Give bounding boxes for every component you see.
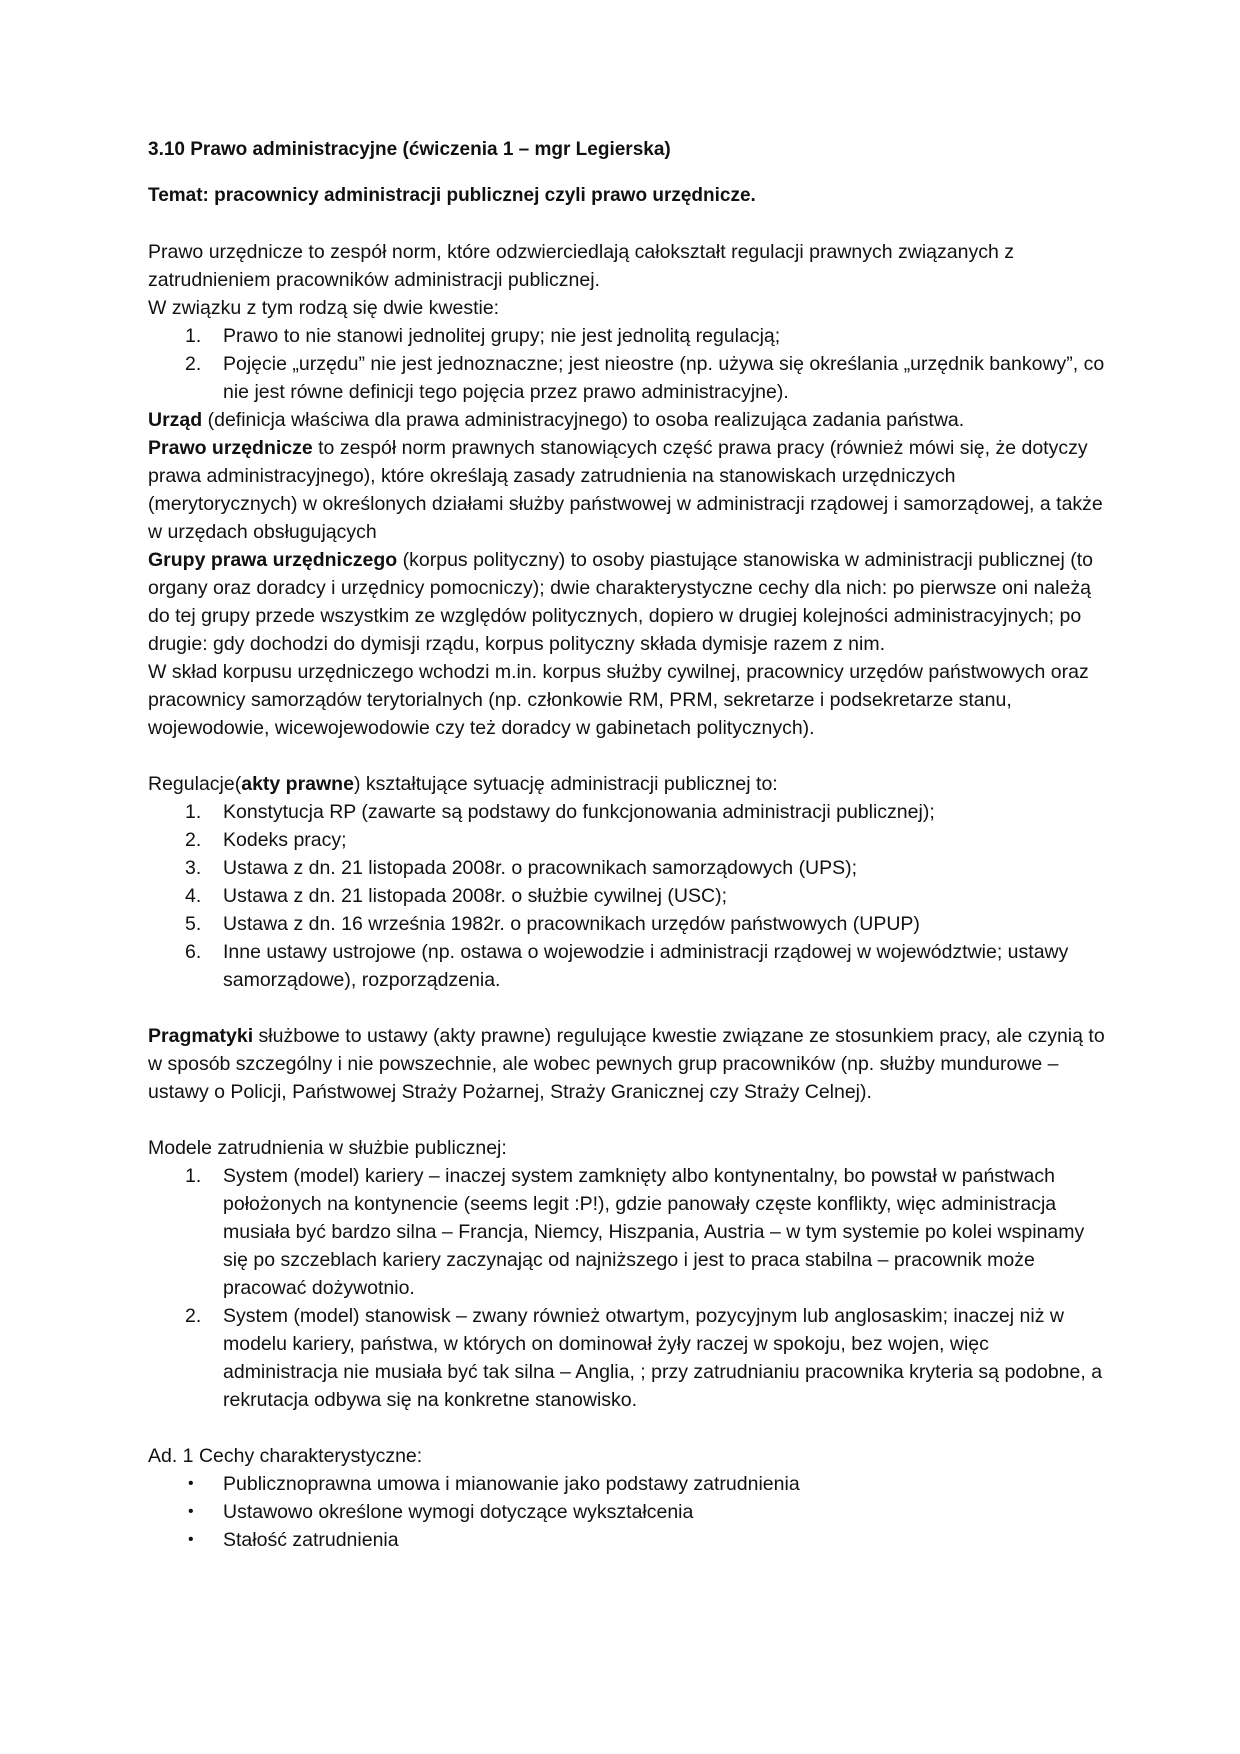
list-item bbox=[148, 826, 1108, 854]
intro-lead: W związku z tym rodzą się dwie kwestie: bbox=[148, 297, 500, 319]
urzad-definition bbox=[148, 406, 1108, 434]
prawo-urzednicze-definition bbox=[148, 434, 1108, 546]
bullet-icon: • bbox=[188, 1531, 194, 1548]
item-number: 6. bbox=[185, 941, 202, 963]
item-text: Prawo to nie stanowi jednolitej grupy; nie jest jednolitą regulacją; bbox=[223, 325, 781, 347]
regulations-list bbox=[148, 798, 1108, 994]
list-item bbox=[148, 350, 1108, 406]
item-number: 1. bbox=[185, 801, 202, 823]
item-number: 3. bbox=[185, 857, 202, 879]
pragmatyki-paragraph bbox=[148, 1022, 1108, 1106]
list-item bbox=[148, 938, 1108, 994]
regulations-lead bbox=[148, 770, 1108, 798]
item-text: Inne ustawy ustrojowe (np. ostawa o wojewodzie i administracji rządowej w województwie; ustawy samorządowe), rozporządzenia. bbox=[223, 941, 1069, 991]
regulations-lead-pre: Regulacje( bbox=[148, 773, 242, 795]
list-item bbox=[148, 1470, 1108, 1498]
item-text: Stałość zatrudnienia bbox=[223, 1529, 399, 1551]
features-list bbox=[148, 1470, 1108, 1554]
item-number: 1. bbox=[185, 325, 202, 347]
bullet-icon: • bbox=[188, 1503, 194, 1520]
regulations-lead-post: ) kształtujące sytuację administracji publicznej to: bbox=[353, 773, 778, 795]
document-topic: Temat: pracownicy administracji publicznej czyli prawo urzędnicze. bbox=[148, 185, 756, 206]
item-number: 1. bbox=[185, 1165, 202, 1187]
prawo-urzednicze-text: to zespół norm prawnych stanowiących część prawa pracy (również mówi się, że dotyczy prawa administracyjnego), które określają zasady zatrudnienia na stanowiskach urzędniczych (merytorycznych) w określonych działami służby państwowej w administracji rządowej i samorządowej, a także w urzędach obsługujących bbox=[148, 437, 1103, 543]
intro-paragraph: Prawo urzędnicze to zespół norm, które odzwierciedlają całokształt regulacji prawnych związanych z zatrudnieniem pracowników administracji publicznej. bbox=[148, 241, 1014, 291]
grupy-definition bbox=[148, 546, 1108, 658]
list-item bbox=[148, 882, 1108, 910]
item-number: 2. bbox=[185, 829, 202, 851]
list-item bbox=[148, 910, 1108, 938]
item-number: 2. bbox=[185, 353, 202, 375]
item-text: Ustawa z dn. 21 listopada 2008r. o służbie cywilnej (USC); bbox=[223, 885, 727, 907]
item-text: Kodeks pracy; bbox=[223, 829, 347, 851]
document-title: 3.10 Prawo administracyjne (ćwiczenia 1 – mgr Legierska) bbox=[148, 139, 671, 160]
item-text: Ustawa z dn. 21 listopada 2008r. o pracownikach samorządowych (UPS); bbox=[223, 857, 858, 879]
features-lead: Ad. 1 Cechy charakterystyczne: bbox=[148, 1445, 423, 1467]
regulations-term: akty prawne bbox=[241, 773, 354, 795]
item-number: 4. bbox=[185, 885, 202, 907]
grupy-text: (korpus polityczny) to osoby piastujące stanowiska w administracji publicznej (to organy oraz doradcy i urzędnicy pomocniczy); dwie charakterystyczne cechy dla nich: po pierwsze oni należą do tej grupy przede wszystkim ze względów politycznych, dopiero w drugiej kolejności administracyjnych; po drugie: gdy dochodzi do dymisji rządu, korpus polityczny składa dymisje razem z nim. bbox=[148, 549, 1094, 655]
grupy-term: Grupy prawa urzędniczego bbox=[148, 549, 398, 571]
list-item bbox=[148, 1302, 1108, 1414]
list-item bbox=[148, 1526, 1108, 1554]
list-item bbox=[148, 854, 1108, 882]
item-text: System (model) kariery – inaczej system zamknięty albo kontynentalny, bo powstał w państwach położonych na kontynencie (seems legit :P!), gdzie panowały częste konflikty, więc administracja musiała być bardzo silna – Francja, Niemcy, Hiszpania, Austria – w tym systemie po kolei wspinamy się po szczeblach kariery zaczynając od najniższego i jest to praca stabilna – pracownik może pracować dożywotnio. bbox=[223, 1165, 1085, 1299]
item-number: 2. bbox=[185, 1305, 202, 1327]
list-item bbox=[148, 1498, 1108, 1526]
item-text: Ustawowo określone wymogi dotyczące wykształcenia bbox=[223, 1501, 694, 1523]
pragmatyki-term: Pragmatyki bbox=[148, 1025, 254, 1047]
item-text: System (model) stanowisk – zwany również otwartym, pozycyjnym lub anglosaskim; inaczej niż w modelu kariery, państwa, w których on dominował żyły raczej w spokoju, bez wojen, więc administracja nie musiała być tak silna – Anglia, ; przy zatrudnianiu pracownika kryteria są podobne, a rekrutacja odbywa się na konkretne stanowisko. bbox=[223, 1305, 1103, 1411]
bullet-icon: • bbox=[188, 1475, 194, 1492]
item-text: Konstytucja RP (zawarte są podstawy do funkcjonowania administracji publicznej); bbox=[223, 801, 935, 823]
urzad-term: Urząd bbox=[148, 409, 203, 431]
korpus-paragraph: W skład korpusu urzędniczego wchodzi m.in. korpus służby cywilnej, pracownicy urzędów państwowych oraz pracownicy samorządów terytorialnych (np. członkowie RM, PRM, sekretarze i podsekretarze stanu, wojewodowie, wicewojewodowie czy też doradcy w gabinetach politycznych). bbox=[148, 661, 1089, 739]
item-text: Publicznoprawna umowa i mianowanie jako podstawy zatrudnienia bbox=[223, 1473, 800, 1495]
list-item bbox=[148, 1162, 1108, 1302]
item-text: Ustawa z dn. 16 września 1982r. o pracownikach urzędów państwowych (UPUP) bbox=[223, 913, 920, 935]
prawo-urzednicze-term: Prawo urzędnicze bbox=[148, 437, 313, 459]
list-item bbox=[148, 322, 1108, 350]
list-item bbox=[148, 798, 1108, 826]
models-list bbox=[148, 1162, 1108, 1414]
item-number: 5. bbox=[185, 913, 202, 935]
urzad-text: (definicja właściwa dla prawa administracyjnego) to osoba realizująca zadania państwa. bbox=[202, 409, 965, 431]
intro-list bbox=[148, 322, 1108, 406]
item-text: Pojęcie „urzędu” nie jest jednoznaczne; jest nieostre (np. używa się określania „urzędnik bankowy”, co nie jest równe definicji tego pojęcia przez prawo administracyjne). bbox=[223, 353, 1105, 403]
models-lead: Modele zatrudnienia w służbie publicznej: bbox=[148, 1137, 507, 1159]
pragmatyki-text: służbowe to ustawy (akty prawne) regulujące kwestie związane ze stosunkiem pracy, ale czynią to w sposób szczególny i nie powszechnie, ale wobec pewnych grup pracowników (np. służby mundurowe – ustawy o Policji, Państwowej Straży Pożarnej, Straży Granicznej czy Straży Celnej). bbox=[148, 1025, 1105, 1103]
document-page bbox=[148, 136, 1108, 1554]
